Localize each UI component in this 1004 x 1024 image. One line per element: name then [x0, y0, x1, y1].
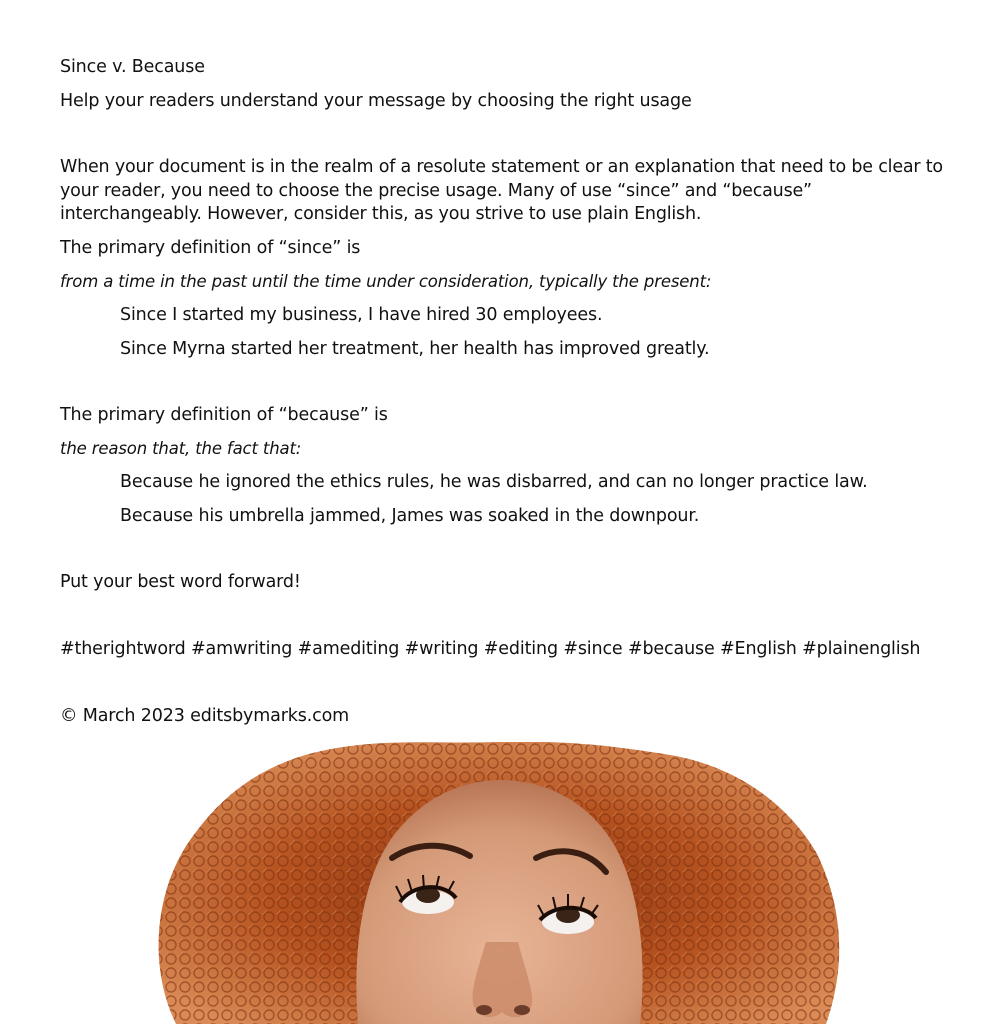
since-example-1: Since I started my business, I have hired 30 employees.: [120, 305, 603, 325]
copyright: © March 2023 editsbymarks.com: [60, 706, 350, 726]
since-example-2: Since Myrna started her treatment, her health has improved greatly.: [120, 339, 710, 359]
because-heading: The primary definition of “because” is: [60, 405, 388, 425]
hashtags: #therightword #amwriting #amediting #writing #editing #since #because #English #plainenglish: [60, 639, 921, 659]
because-example-2: Because his umbrella jammed, James was soaked in the downpour.: [120, 506, 700, 526]
article-title: Since v. Because: [60, 57, 205, 77]
because-definition: the reason that, the fact that:: [60, 439, 302, 458]
since-definition: from a time in the past until the time under consideration, typically the present:: [60, 272, 712, 291]
since-heading: The primary definition of “since” is: [60, 238, 361, 258]
closing-line: Put your best word forward!: [60, 572, 301, 592]
woman-looking-up-photo: [136, 742, 856, 1024]
because-example-1: Because he ignored the ethics rules, he was disbarred, and can no longer practice law.: [120, 472, 868, 492]
article-subtitle: Help your readers understand your message by choosing the right usage: [60, 91, 692, 111]
intro-paragraph: When your document is in the realm of a resolute statement or an explanation that need to be clear to your reader, you need to choose the precise usage. Many of use “since” and “because” interchangeably. However, consider this, as you strive to use plain English.: [60, 157, 943, 224]
